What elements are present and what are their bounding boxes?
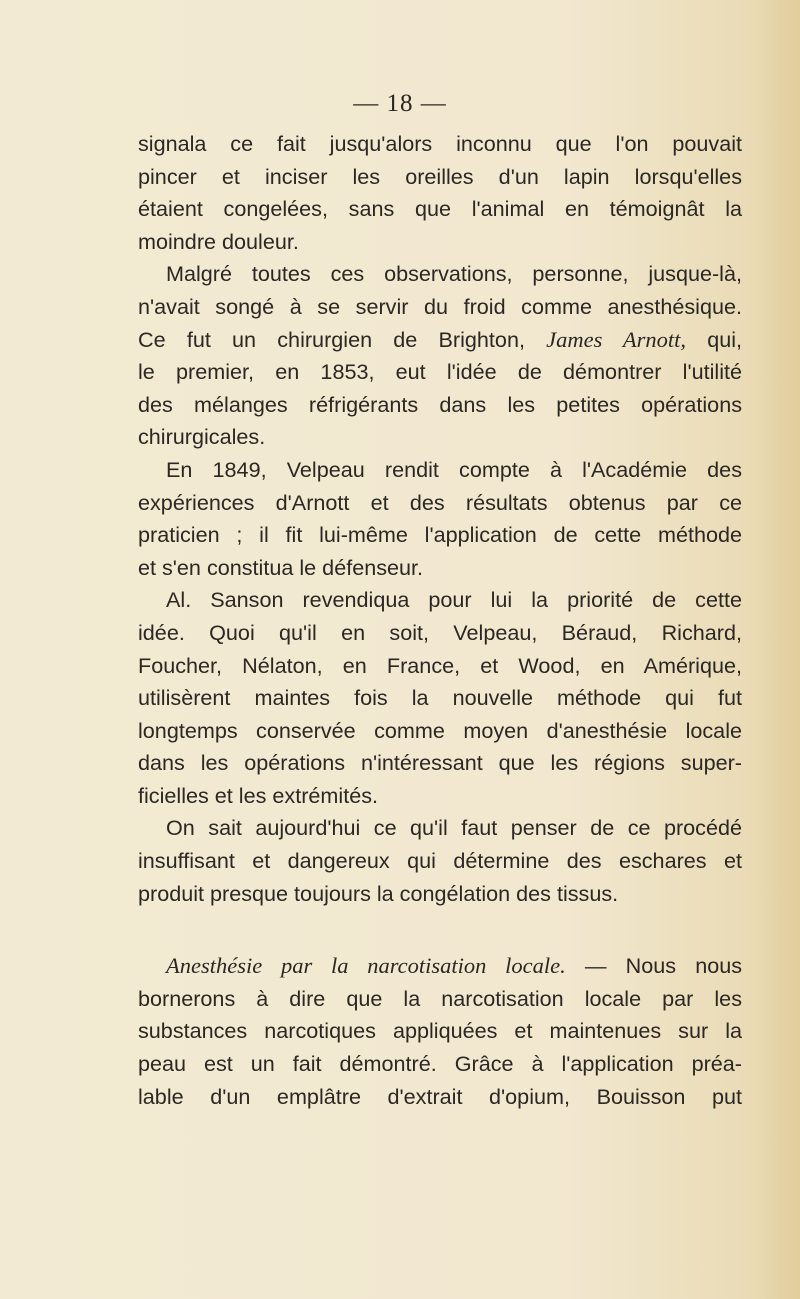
text-line: signala ce fait jusqu'alors inconnu que l'on pouvait	[138, 131, 742, 156]
page-number: — 18 —	[353, 90, 447, 117]
text-segment: — Nous nous	[584, 953, 743, 979]
text-line: praticien ; il fit lui-même l'application de cette méthode	[138, 522, 742, 548]
text-line: des mélanges réfrigérants dans les petites opérations	[138, 391, 742, 417]
text-line: moindre douleur.	[138, 228, 299, 254]
section-heading: Anesthésie par la narcotisation locale.	[166, 953, 566, 979]
text-line: pincer et inciser les oreilles d'un lapin lorsqu'elles	[138, 163, 742, 189]
text-line: n'avait songé à se servir du froid comme anesthésique.	[138, 293, 742, 319]
body-text	[138, 128, 742, 1113]
text-line: et s'en constitua le défenseur.	[138, 554, 424, 580]
text-line: ficielles et les extrémités.	[138, 782, 379, 808]
text-line: le premier, en 1853, eut l'idée de démontrer l'utilité	[138, 359, 742, 385]
text-line: Foucher, Nélaton, en France, et Wood, en Amérique,	[138, 652, 742, 678]
text-line: expériences d'Arnott et des résultats obtenus par ce	[138, 489, 742, 515]
text-line: En 1849, Velpeau rendit compte à l'Académie des	[166, 456, 742, 482]
text-line: étaient congelées, sans que l'animal en témoignât la	[138, 196, 742, 222]
text-line: bornerons à dire que la narcotisation locale par les	[138, 985, 742, 1011]
text-segment: Ce fut un chirurgien de Brighton,	[138, 326, 525, 352]
text-line: substances narcotiques appliquées et maintenues sur la	[138, 1018, 742, 1044]
text-line: utilisèrent maintes fois la nouvelle méthode qui fut	[138, 685, 742, 711]
text-line: Al. Sanson revendiqua pour lui la priorité de cette	[166, 587, 742, 613]
text-line: dans les opérations n'intéressant que les régions super-	[138, 750, 742, 776]
text-line: lable d'un emplâtre d'extrait d'opium, Bouisson put	[138, 1083, 742, 1109]
person-name-italic: James Arnott,	[546, 326, 686, 352]
section-heading-line	[138, 950, 742, 983]
page-edge-shadow	[760, 0, 800, 1299]
text-line: On sait aujourd'hui ce qu'il faut penser de ce procédé	[166, 815, 742, 841]
text-line-with-name	[138, 324, 742, 357]
text-line: idée. Quoi qu'il en soit, Velpeau, Béraud, Richard,	[138, 619, 742, 645]
text-line: chirurgicales.	[138, 424, 266, 450]
text-line: produit presque toujours la congélation des tissus.	[138, 880, 619, 906]
section-gap	[138, 910, 742, 950]
text-line: longtemps conservée comme moyen d'anesthésie locale	[138, 717, 742, 743]
text-segment: qui,	[707, 326, 743, 352]
text-line: Malgré toutes ces observations, personne, jusque-là,	[166, 261, 742, 287]
text-line: insuffisant et dangereux qui détermine des eschares et	[138, 848, 742, 874]
text-line: peau est un fait démontré. Grâce à l'application préa-	[138, 1051, 742, 1077]
